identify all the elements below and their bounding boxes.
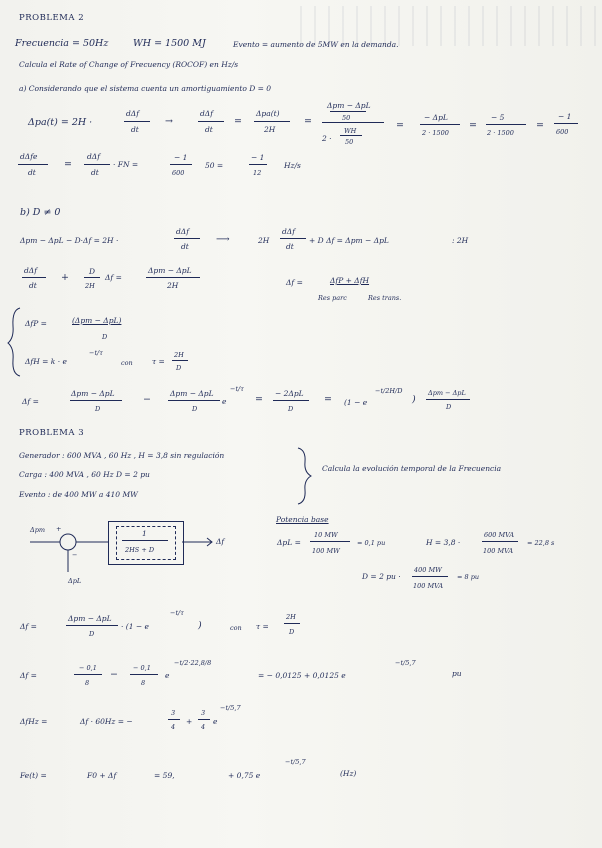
- eqA-eq5: =: [536, 120, 544, 131]
- eqF-tau-den: D: [176, 364, 182, 372]
- base-dpl-den: 100 MW: [312, 547, 340, 555]
- block-input-label: Δpm: [30, 526, 46, 534]
- e3-lhs: ΔfHz =: [20, 717, 48, 726]
- base-d-den: 100 MVA: [413, 582, 444, 590]
- tf-denominator: 2HS + D: [125, 546, 155, 554]
- p3-event: Evento : de 400 MW a 410 MW: [19, 490, 138, 499]
- eqG-minus: −: [143, 394, 151, 405]
- e2-f2-num: − 0,1: [133, 664, 151, 672]
- eqA-eq4: =: [469, 120, 477, 131]
- eqA-f5-num: − ΔpL: [424, 113, 448, 122]
- eqD-f3-num: Δpm − ΔpL: [148, 266, 192, 275]
- e1-tau: τ =: [256, 622, 269, 631]
- eqA-f6-den: 2 · 1500: [487, 129, 514, 137]
- eqA-f4-den-den: 50: [345, 138, 354, 146]
- eqB-f2-num: dΔf: [87, 152, 100, 161]
- p2-line3: a) Considerando que el sistema cuenta un amortiguamiento D = 0: [19, 84, 272, 93]
- e2-unit: pu: [452, 669, 462, 678]
- e2-e: e: [165, 671, 170, 680]
- p2-line1-frequency: Frecuencia = 50Hz: [15, 38, 109, 49]
- eqF-l1: ΔfP =: [25, 319, 47, 328]
- eqF-l2-exp: −t/τ: [89, 349, 103, 357]
- base-d: D = 2 pu ·: [362, 572, 401, 581]
- eqC-f2-num: dΔf: [282, 227, 295, 236]
- base-title: Potencia base: [276, 515, 329, 524]
- eqD-plus: +: [61, 272, 69, 283]
- eqD-f2-den: 2H: [85, 282, 95, 290]
- eqB-f2-den: dt: [91, 168, 99, 177]
- eqF-l2: ΔfH = k · e: [25, 357, 67, 366]
- eqE-below2: Res trans.: [368, 294, 402, 302]
- e4-lhs: Fe(t) =: [20, 771, 47, 780]
- eqG-f1-den: D: [95, 405, 101, 413]
- base-h-result: = 22,8 s: [527, 539, 555, 547]
- eqB-f4-num: − 1: [251, 153, 265, 162]
- e3-f2-num: 3: [201, 709, 206, 717]
- e1-num: Δpm − ΔpL: [68, 614, 112, 623]
- e2-minus: −: [110, 669, 118, 680]
- eqA-f6-num: − 5: [491, 113, 505, 122]
- eqG-rexp: −t/2H/D: [375, 387, 403, 395]
- e3-e: e: [213, 717, 218, 726]
- e3-f2-den: 4: [201, 723, 206, 731]
- eqF-l1-den: D: [102, 333, 108, 341]
- eqG-lhs: Δf =: [22, 397, 39, 406]
- eqD-f1-num: dΔf: [24, 266, 37, 275]
- e3-f1-num: 3: [171, 709, 176, 717]
- e1-tau-den: D: [289, 628, 295, 636]
- eqA-f2-den: dt: [205, 125, 213, 134]
- eqA-f4-den: 2 ·: [322, 134, 332, 143]
- eqD-f2-num: D: [89, 267, 96, 276]
- base-dpl-num: 10 MW: [314, 531, 338, 539]
- eqG-rc: ): [412, 394, 416, 405]
- eqG-r: (1 − e: [344, 398, 368, 407]
- eqB-eq1: =: [64, 159, 72, 170]
- e1-con: con: [230, 624, 242, 632]
- eqA-f2-num: dΔf: [200, 109, 213, 118]
- eqG-f2-num: Δpm − ΔpL: [170, 389, 214, 398]
- e4-exp: −t/5,7: [285, 758, 306, 766]
- e4-unit: (Hz): [340, 769, 357, 778]
- eqC-lhs: Δpm − ΔpL − D·Δf = 2H ·: [20, 236, 119, 245]
- eqF-tau: τ =: [152, 357, 165, 366]
- eqA-lhs: Δpa(t) = 2H ·: [28, 117, 93, 128]
- base-h-num: 600 MVA: [484, 531, 515, 539]
- eqA-eq1: =: [234, 116, 242, 127]
- e1-lhs: Δf =: [20, 622, 37, 631]
- eqA-f7-den: 600: [556, 128, 569, 136]
- eqG-f4-num: Δpm − ΔpL: [428, 389, 466, 397]
- eqA-f1-den: dt: [131, 125, 139, 134]
- eqG-e: e: [222, 397, 227, 406]
- eqE-lhs: Δf =: [286, 278, 303, 287]
- base-h-den: 100 MVA: [483, 547, 514, 555]
- eqB-f1-num: dΔfe: [20, 152, 38, 161]
- p3-load: Carga : 400 MVA , 60 Hz D = 2 pu: [19, 470, 150, 479]
- p3-generator: Generador : 600 MVA , 60 Hz , H = 3,8 sin regulación: [19, 451, 225, 460]
- base-dpl-result: = 0,1 pu: [357, 539, 386, 547]
- eqB-f4-den: 12: [253, 169, 262, 177]
- tf-numerator: 1: [142, 529, 147, 538]
- p2-line2: Calcula el Rate of Change of Frecuency (ROCOF) en Hz/s: [19, 60, 239, 69]
- eqC-r2: + D Δf = Δpm − ΔpL: [309, 236, 389, 245]
- eqG-f3-den: D: [288, 405, 294, 413]
- e2-exp: −t/2·22,8/8: [174, 659, 212, 667]
- eqA-f3-num: Δpa(t): [256, 109, 280, 118]
- block-load-label: ΔpL: [68, 577, 82, 585]
- p2-line1-event: Evento = aumento de 5MW en la demanda.: [233, 40, 399, 49]
- eqF-con: con: [121, 359, 133, 367]
- p3-note: Calcula la evolución temporal de la Frecuencia: [322, 464, 502, 473]
- eqA-f4-den-num: WH: [344, 127, 357, 135]
- base-dpl: ΔpL =: [277, 538, 301, 547]
- p2-line1-energy: WH = 1500 MJ: [133, 38, 206, 49]
- eqB-mid: · FN =: [113, 160, 139, 169]
- eqF-tau-num: 2H: [174, 351, 184, 359]
- e3-plus: +: [186, 717, 193, 726]
- eqG-exp: −t/τ: [230, 385, 244, 393]
- eqC-arrow: ⟶: [216, 234, 230, 245]
- e2-result-exp: −t/5,7: [395, 659, 416, 667]
- eqD-mid: Δf =: [105, 273, 122, 282]
- block-output-label: Δf: [216, 537, 225, 546]
- eqD-f1-den: dt: [29, 281, 37, 290]
- p2-section-b: b) D ≠ 0: [20, 207, 61, 218]
- eqA-f7-num: − 1: [558, 112, 572, 121]
- eqB-mid2: 50 =: [205, 161, 224, 170]
- eqG-eq: =: [255, 394, 263, 405]
- eqC-f2-den: dt: [286, 242, 294, 251]
- eqC-f1-den: dt: [181, 242, 189, 251]
- eqC-r1: 2H: [258, 236, 270, 245]
- e1-tau-num: 2H: [286, 613, 296, 621]
- e3-exp: −t/5,7: [220, 704, 241, 712]
- e1-den: D: [89, 630, 95, 638]
- problem-3-title: PROBLEMA 3: [19, 428, 85, 438]
- eqG-eq2: =: [324, 394, 332, 405]
- eqE-below1: Res parc: [318, 294, 347, 302]
- e1-rc: ): [198, 620, 202, 631]
- eqD-f3-den: 2H: [167, 281, 179, 290]
- e2-lhs: Δf =: [20, 671, 37, 680]
- e3-f1-den: 4: [171, 723, 176, 731]
- eqF-l1-num: (Δpm − ΔpL): [72, 316, 122, 325]
- e2-f2-den: 8: [141, 679, 146, 687]
- eqB-unit: Hz/s: [284, 161, 301, 170]
- eqA-f4-numden: 50: [342, 114, 351, 122]
- eqA-arrow: →: [165, 116, 173, 127]
- base-d-result: = 8 pu: [457, 573, 480, 581]
- sum-junction-circle: [60, 534, 76, 550]
- eqG-f4-den: D: [446, 403, 452, 411]
- base-d-num: 400 MW: [414, 566, 442, 574]
- e4-mid: F0 + Δf: [87, 771, 117, 780]
- eqA-eq2: =: [304, 116, 312, 127]
- eqA-eq3: =: [396, 120, 404, 131]
- eqE-r1: ΔfP + ΔfH: [330, 276, 370, 285]
- e4-r: + 0,75 e: [228, 771, 261, 780]
- e1-r: · (1 − e: [121, 622, 149, 631]
- block-plus-sign: +: [56, 525, 62, 533]
- e2-f1-num: − 0,1: [79, 664, 97, 672]
- e2-result: = − 0,0125 + 0,0125 e: [258, 671, 346, 680]
- eqG-f3-num: − 2ΔpL: [275, 389, 304, 398]
- eqC-f1-num: dΔf: [176, 227, 189, 236]
- eqA-f5-den: 2 · 1500: [422, 129, 449, 137]
- base-h: H = 3,8 ·: [426, 538, 461, 547]
- eqB-f3-num: − 1: [174, 153, 188, 162]
- eqA-f3-den: 2H: [264, 125, 276, 134]
- e4-eq: = 59,: [154, 771, 175, 780]
- e2-f1-den: 8: [85, 679, 90, 687]
- eqA-f1-num: dΔf: [126, 109, 139, 118]
- e1-exp: −t/τ: [170, 609, 184, 617]
- eqB-f1-den: dt: [28, 168, 36, 177]
- eqG-f2-den: D: [192, 405, 198, 413]
- eqG-f1-num: Δpm − ΔpL: [71, 389, 115, 398]
- eqA-f4-numnum: Δpm − ΔpL: [327, 101, 371, 110]
- problem-2-title: PROBLEMA 2: [19, 13, 85, 23]
- eqC-r3: : 2H: [452, 236, 469, 245]
- block-minus-sign: −: [72, 551, 78, 559]
- eqB-f3-den: 600: [172, 169, 185, 177]
- e3-mid: Δf · 60Hz = −: [80, 717, 133, 726]
